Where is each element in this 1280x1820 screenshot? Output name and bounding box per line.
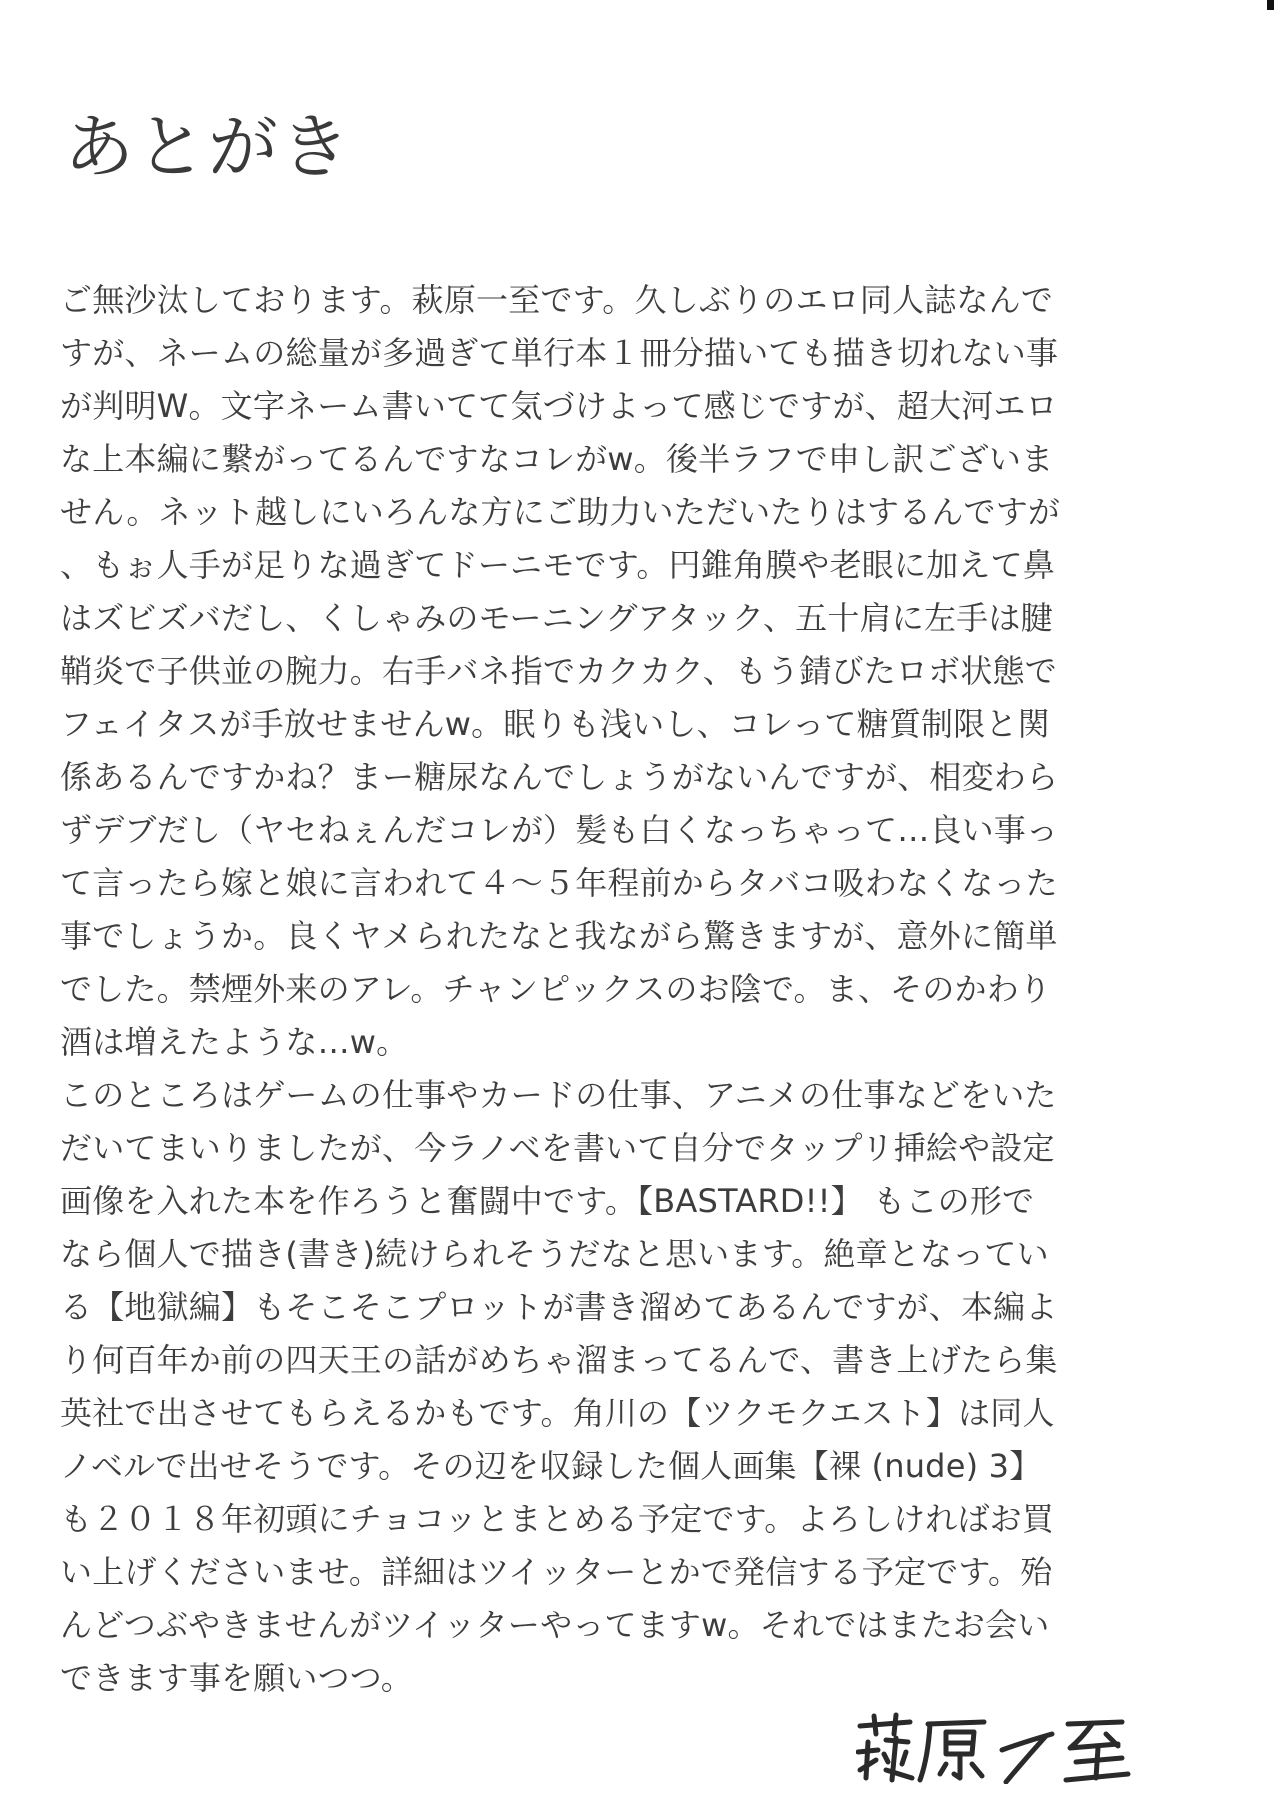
- body-text-line: 事でしょうか。良くヤメられたなと我ながら驚きますが、意外に簡単: [60, 917, 1058, 955]
- body-text-line: り何百年か前の四天王の話がめちゃ溜まってるんで、書き上げたら集: [60, 1341, 1058, 1379]
- body-text-line: できます事を願いつつ。: [60, 1659, 413, 1697]
- body-text-line: フェイタスが手放せませんw。眠りも浅いし、コレって糖質制限と関: [60, 705, 1050, 743]
- body-text-line: んどつぶやきませんがツイッターやってますw。それではまたお会い: [60, 1606, 1050, 1644]
- body-text-line: 画像を入れた本を作ろうと奮闘中です。【BASTARD!!】 もこの形で: [60, 1182, 1035, 1220]
- body-text-line: 、もぉ人手が足りな過ぎてドーニモです。円錐角膜や老眼に加えて鼻: [60, 546, 1056, 584]
- body-text-line: ご無沙汰しております。萩原一至です。久しぶりのエロ同人誌なんで: [60, 281, 1054, 319]
- body-text-line: だいてまいりましたが、今ラノベを書いて自分でタップリ挿絵や設定: [60, 1129, 1055, 1167]
- body-text-line: せん。ネット越しにいろんな方にご助力いただいたりはするんですが: [60, 493, 1061, 531]
- body-text-line: て言ったら嫁と娘に言われて４～５年程前からタバコ吸わなくなった: [60, 864, 1058, 902]
- body-text-line: も２０１８年初頭にチョコッとまとめる予定です。よろしければお買: [60, 1500, 1055, 1538]
- body-text-line: ずデブだし（ヤセねぇんだコレが）髪も白くなっちゃって…良い事っ: [60, 811, 1059, 849]
- body-text-line: る【地獄編】もそこそこプロットが書き溜めてあるんですが、本編よ: [60, 1288, 1058, 1326]
- body-text-line: はズビズバだし、くしゃみのモーニングアタック、五十肩に左手は腱: [60, 599, 1053, 637]
- body-text-line: 鞘炎で子供並の腕力。右手バネ指でカクカク、もう錆びたロボ状態で: [60, 652, 1057, 690]
- body-text-line: な上本編に繋がってるんですなコレがw。後半ラフで申し訳ございま: [60, 440, 1054, 478]
- signature-handwriting-icon: [856, 1712, 1136, 1784]
- page-title: あとがき: [64, 106, 352, 188]
- corner-registration-mark: [1267, 0, 1274, 10]
- body-text-line: が判明W。文字ネーム書いてて気づけよって感じですが、超大河エロ: [60, 387, 1058, 425]
- body-text-line: すが、ネームの総量が多過ぎて単行本１冊分描いても描き切れない事: [60, 334, 1059, 372]
- body-text-line: 英社で出させてもらえるかもです。角川の【ツクモクエスト】は同人: [60, 1394, 1055, 1432]
- body-text-line: ノベルで出せそうです。その辺を収録した個人画集【裸 (nude) 3】: [60, 1447, 1042, 1485]
- body-text-line: なら個人で描き(書き)続けられそうだなと思います。絶章となってい: [60, 1235, 1049, 1273]
- afterword-body: [60, 274, 1180, 1705]
- body-text-line: でした。禁煙外来のアレ。チャンピックスのお陰で。ま、そのかわり: [60, 970, 1052, 1008]
- body-text-line: 係あるんですかね？まー糖尿なんでしょうがないんですが、相変わら: [60, 758, 1059, 796]
- body-text-line: 酒は増えたような…w。: [60, 1023, 409, 1061]
- author-signature: [856, 1712, 1136, 1784]
- body-text-line: い上げくださいませ。詳細はツイッターとかで発信する予定です。殆: [60, 1553, 1053, 1591]
- body-text-line: このところはゲームの仕事やカードの仕事、アニメの仕事などをいた: [60, 1076, 1057, 1114]
